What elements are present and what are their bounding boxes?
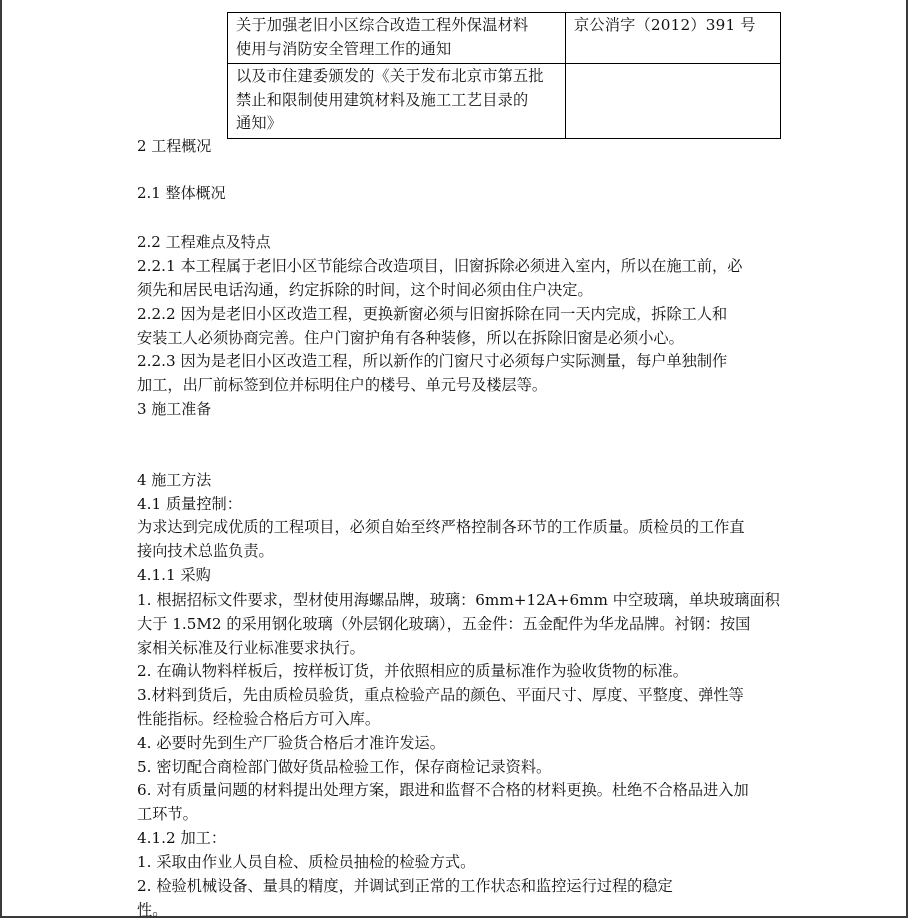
heading-construction-method: 4 施工方法	[137, 471, 212, 489]
paragraph-line: 3.材料到货后，先由质检员验货，重点检验产品的颜色、平面尺寸、厚度、平整度、弹性等	[137, 686, 744, 704]
paragraph-line: 2.2.1 本工程属于老旧小区节能综合改造项目，旧窗拆除必须进入室内，所以在施工前，必	[137, 257, 743, 275]
paragraph-line: 接向技术总监负责。	[137, 542, 274, 560]
cell-line: 通知》	[236, 114, 283, 132]
cell-line: 使用与消防安全管理工作的通知	[236, 39, 452, 58]
heading-project-overview: 2 工程概况	[137, 137, 212, 155]
heading-processing: 4.1.2 加工：	[137, 829, 227, 847]
paragraph-line: 加工，出厂前标签到位并标明住户的楼号、单元号及楼层等。	[137, 376, 548, 394]
paragraph-line: 1. 根据招标文件要求，型材使用海螺品牌，玻璃：6mm+12A+6mm 中空玻璃，单块玻璃面积	[137, 591, 780, 609]
cell-line: 京公消字（2012）391 号	[574, 16, 756, 34]
table-row	[228, 13, 781, 64]
table-cell	[566, 13, 781, 64]
paragraph-line: 为求达到完成优质的工程项目，必须自始至终严格控制各环节的工作质量。质检员的工作直	[137, 518, 745, 536]
paragraph-line: 2. 检验机械设备、量具的精度，并调试到正常的工作状态和监控运行过程的稳定	[137, 877, 673, 895]
paragraph-line: 2.2.3 因为是老旧小区改造工程，所以新作的门窗尺寸必须每户实际测量，每户单独制作	[137, 352, 728, 370]
table-cell	[228, 64, 566, 139]
paragraph-line: 家相关标准及行业标准要求执行。	[137, 639, 365, 657]
paragraph-line: 工环节。	[137, 805, 198, 823]
table-row	[228, 64, 781, 139]
window-left-border	[0, 0, 2, 918]
table-cell	[566, 64, 781, 139]
paragraph-line: 性能指标。经检验合格后方可入库。	[137, 710, 380, 728]
table-cell	[228, 13, 566, 64]
cell-line: 关于加强老旧小区综合改造工程外保温材料	[236, 16, 529, 34]
paragraph-line: 须先和居民电话沟通，约定拆除的时间，这个时间必须由住户决定。	[137, 281, 593, 299]
paragraph-line: 大于 1.5M2 的采用钢化玻璃（外层钢化玻璃），五金件：五金配件为华龙品牌。衬钢：按国	[137, 615, 751, 633]
cell-line: 禁止和限制使用建筑材料及施工工艺目录的	[236, 90, 529, 109]
heading-procurement: 4.1.1 采购	[137, 566, 211, 584]
regulation-table	[227, 12, 781, 139]
paragraph-line: 2. 在确认物料样板后，按样板订货，并依照相应的质量标准作为验收货物的标准。	[137, 662, 688, 680]
paragraph-line: 安装工人必须协商完善。住户门窗护角有各种装修，所以在拆除旧窗是必须小心。	[137, 329, 684, 347]
paragraph-line: 4. 必要时先到生产厂验货合格后才准许发运。	[137, 734, 445, 752]
heading-construction-prep: 3 施工准备	[137, 400, 212, 418]
paragraph-line: 性。	[137, 901, 168, 919]
heading-overall-overview: 2.1 整体概况	[137, 184, 226, 202]
paragraph-line: 6. 对有质量问题的材料提出处理方案，跟进和监督不合格的材料更换。杜绝不合格品进入加	[137, 781, 749, 799]
heading-quality-control: 4.1 质量控制：	[137, 495, 242, 513]
paragraph-line: 1. 采取由作业人员自检、质检员抽检的检验方式。	[137, 853, 476, 871]
paragraph-line: 5. 密切配合商检部门做好货品检验工作，保存商检记录资料。	[137, 758, 552, 776]
heading-difficulties: 2.2 工程难点及特点	[137, 233, 271, 251]
paragraph-line: 2.2.2 因为是老旧小区改造工程，更换新窗必须与旧窗拆除在同一天内完成，拆除工人和	[137, 305, 728, 323]
cell-line: 以及市住建委颁发的《关于发布北京市第五批	[236, 67, 544, 85]
